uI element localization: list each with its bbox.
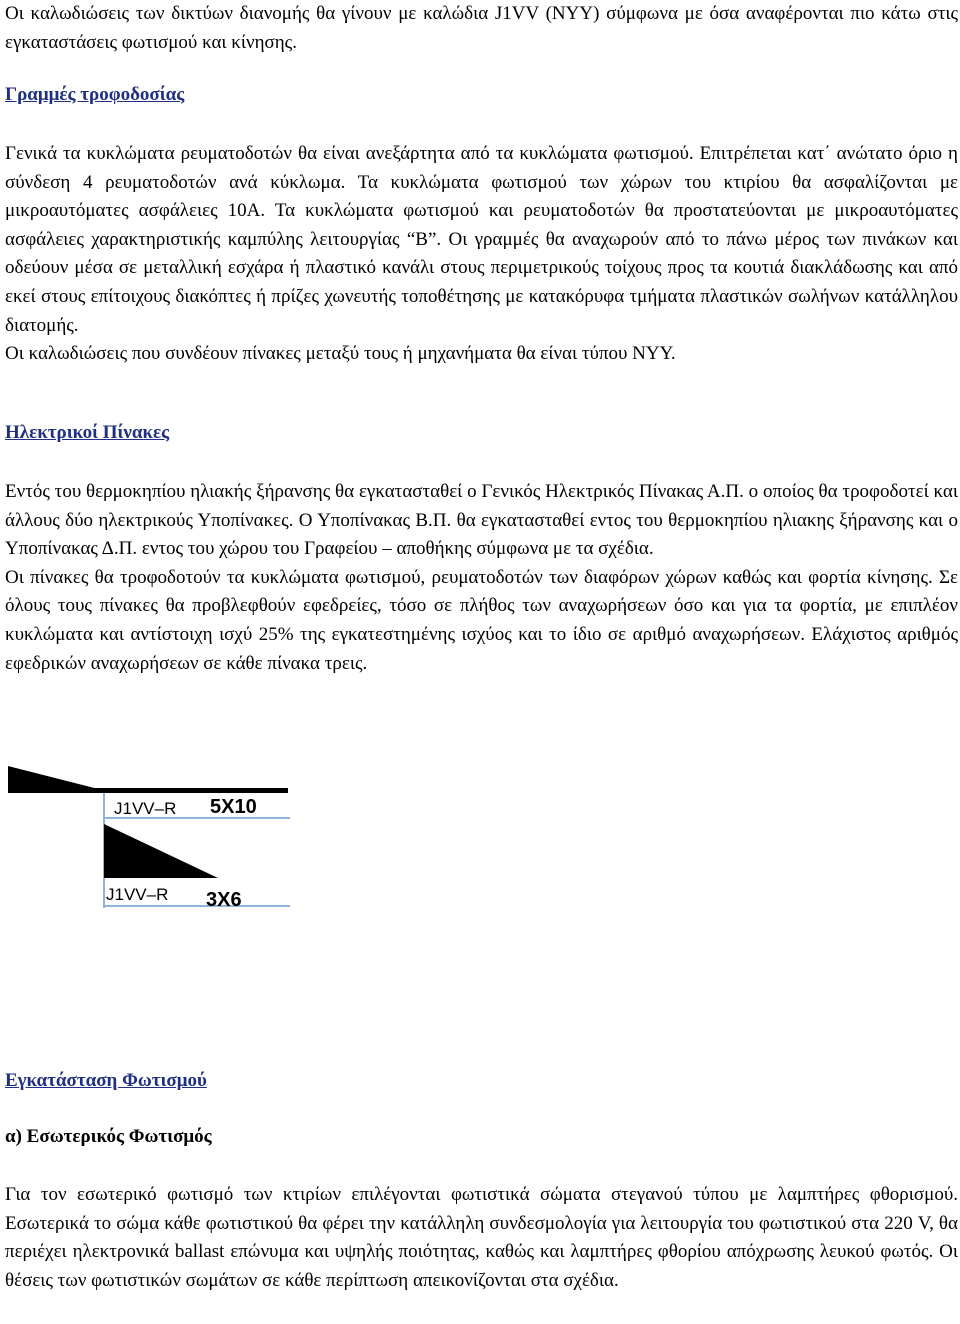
feed-lines-text: Γενικά τα κυκλώματα ρευματοδοτών θα είναι ανεξάρτητα από τα κυκλώματα φωτισμού. Επιτρέπεται κατ΄ ανώτατο όριο η σύνδεση 4 ρευματοδοτών ανά κύκλωμα. Τα κυκλώματα φωτισμού των χώρων του κτιρίου θα ασφαλίζονται με μικροαυτόματες ασφάλειες 10Α. Τα κυκλώματα φωτισμού και ρευματοδοτών θα προστατεύονται με μικροαυτόματες ασφάλειες χαρακτηριστικής καμπύλης λειτουργίας “Β”. Οι γραμμές θα αναχωρούν από το πάνω μέρος των πινάκων και οδεύουν μέσα σε μεταλλική εσχάρα ή πλαστικό κανάλι στους περιμετρικούς τοίχους προς τα κουτιά διακλάδωσης και από εκεί στους επίτοιχους διακόπτες ή πρίζες χωνευτής τοποθέτησης με κατακόρυφα τμήματα πλαστικών σωλήνων κατάλληλου διατομής. — [5, 143, 958, 336]
feed-lines-paragraph — [5, 140, 958, 369]
top-busbar — [8, 788, 288, 793]
feed-lines-last-line: Οι καλωδιώσεις που συνδέουν πίνακες μεταξύ τους ή μηχανήματα θα είναι τύπου NYY. — [5, 343, 676, 365]
cable2-size-label: 3X6 — [206, 889, 242, 911]
lower-wedge-shape — [104, 824, 218, 878]
interior-lighting-text: Για τον εσωτερικό φωτισμό των κτιρίων επιλέγονται φωτιστικά σώματα στεγανού τύπου με λαμπτήρες φθορισμού. Εσωτερικά το σώμα κάθε φωτιστικού θα φέρει την κατάλληλη συνδεσμολογία για λειτουργία του φωτιστικού στα 220 V, θα περιέχει ηλεκτρονικά ballast επώνυμα και υψηλής ποιότητας, καθώς και λαμπτήρες φθορίου απόχρωσης λευκού φωτός. Οι θέσεις των φωτιστικών σωμάτων σε κάθε περίπτωση απεικονίζονται στα σχέδια. — [5, 1184, 958, 1291]
intro-text: Οι καλωδιώσεις των δικτύων διανομής θα γίνουν με καλώδια J1VV (NYY) σύμφωνα με όσα αναφέρονται πιο κάτω στις εγκαταστάσεις φωτισμού και κίνησης. — [5, 3, 958, 53]
cable-diagram — [0, 760, 300, 920]
heading-lighting-installation: Εγκατάσταση Φωτισμού — [5, 1070, 207, 1091]
intro-paragraph — [5, 0, 958, 57]
interior-lighting-paragraph — [5, 1181, 958, 1295]
cable2-type-label: J1VV–R — [106, 885, 169, 904]
panels-paragraph-2: Οι πίνακες θα τροφοδοτούν τα κυκλώματα φωτισμού, ρευματοδοτών των διαφόρων χώρων καθώς και φορτία κίνησης. Σε όλους τους πίνακες θα προβλεφθούν εφεδρείες, τόσο σε πλήθος των αναχωρήσεων όσο και για τα φορτία, με επιπλέον κυκλώματα και αντίστοιχη ισχύ 25% της εγκατεστημένης ισχύος και το ίδιο σε αριθμό αναχωρήσεων. Ελάχιστος αριθμός εφεδρικών αναχωρήσεων σε κάθε πίνακα τρεις. — [5, 566, 958, 674]
heading-feed-lines: Γραμμές τροφοδοσίας — [5, 84, 185, 105]
subheading-interior-lighting: α) Εσωτερικός Φωτισμός — [5, 1126, 212, 1147]
heading-electrical-panels: Ηλεκτρικοί Πίνακες — [5, 422, 170, 443]
panels-paragraph-1: Εντός του θερμοκηπίου ηλιακής ξήρανσης θα εγκατασταθεί ο Γενικός Ηλεκτρικός Πίνακας Α.Π. ο οποίος θα τροφοδοτεί και άλλους δύο ηλεκτρικούς Υποπίνακες. Ο Υποπίνακας Β.Π. θα εγκατασταθεί εντος του θερμοκηπίου ηλιακης ξήρανσης και ο Υποπίνακας Δ.Π. εντος του χώρου του Γραφείου – αποθήκης σύμφωνα με τα σχέδια. — [5, 481, 958, 560]
panels-paragraphs — [5, 478, 958, 678]
cable1-size-label: 5X10 — [210, 796, 257, 818]
cable1-type-label: J1VV–R — [114, 799, 177, 818]
